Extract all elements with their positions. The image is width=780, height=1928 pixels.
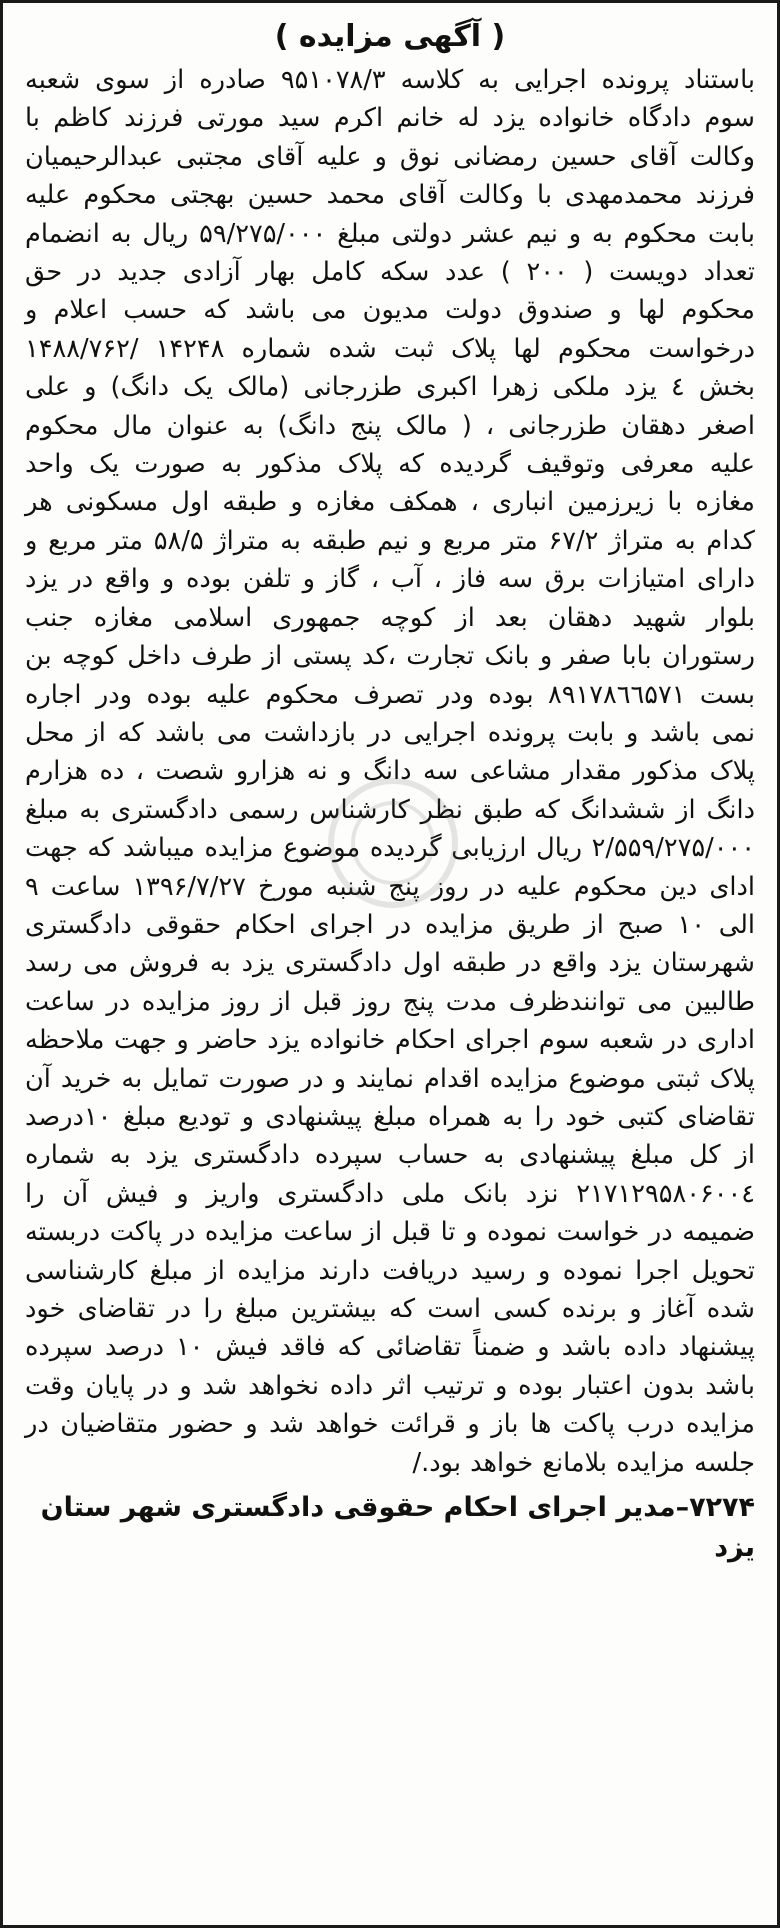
notice-footer: ۷۲۷۴–مدیر اجرای احکام حقوقی دادگستری شهر ستان یزد	[40, 1492, 755, 1564]
notice-title: ( آگهی مزایده )	[274, 19, 506, 54]
notice-body: باستناد پرونده اجرایی به کلاسه ۹۵۱۰۷۸/۳ صادره از سوی شعبه سوم دادگاه خانواده یزد له خانم اکرم سید مورتی فرزند کاظم با وکالت آقای حسین رمضانی نوق و علیه آقای مجتبی عبدالرحیمیان فرزند محمدمهدی با وکالت آقای محمد حسین بهجتی محکوم علیه بابت محکوم به و نیم عشر دولتی مبلغ ۵۹/۲۷۵/۰۰۰ ریال به انضمام تعداد دویست ( ۲۰۰ ) عدد سکه کامل بهار آزادی جدید در حق محکوم لها و صندوق دولت مدیون می باشد که حسب اعلام و درخواست محکوم لها پلاک ثبت شده شماره ۱۴۲۴۸ /۱۴۸۸/۷۶۲ بخش ٤ یزد ملکی زهرا اکبری طزرجانی (مالک یک دانگ) و علی اصغر دهقان طزرجانی ، ( مالک پنج دانگ) به عنوان مال محکوم علیه معرفی وتوقیف گردیده که پلاک مذکور به صورت یک واحد مغازه با زیرزمین انباری ، همکف مغازه و طبقه اول مسکونی هر کدام به متراژ ۶۷/۲ متر مربع و نیم طبقه به متراژ ۵۸/۵ متر مربع و دارای امتیازات برق سه فاز ، آب ، گاز و تلفن بوده و واقع در یزد بلوار شهید دهقان بعد از کوچه جمهوری اسلامی مغازه جنب رستوران بابا صفر و بانک تجارت ،کد پستی از طرف داخل کوچه بن بست ۸۹۱۷۸٦٦۵۷۱ بوده ودر تصرف محکوم علیه بوده ودر اجاره نمی باشد و بابت پرونده اجرایی در بازداشت می باشد که از محل پلاک مذکور مقدار مشاعی سه دانگ و نه هزارو شصت ، ده هزارم دانگ از ششدانگ که طبق نظر کارشناس رسمی دادگستری به مبلغ ۲/۵۵۹/۲۷۵/۰۰۰ ریال ارزیابی گردیده موضوع مزایده میباشد که جهت ادای دین محکوم علیه در روز پنج شنبه مورخ ۱۳۹۶/۷/۲۷ ساعت ۹ الی ۱۰ صبح از طریق مزایده در اجرای احکام حقوقی دادگستری شهرستان یزد واقع در طبقه اول دادگستری یزد به فروش می رسد طالبین می توانندظرف مدت پنج روز قبل از روز مزایده در ساعت اداری در شعبه سوم اجرای احکام خانواده یزد حاضر و جهت ملاحظه پلاک ثبتی موضوع مزایده اقدام نمایند و در صورت تمایل به خرید آن تقاضای کتبی خود را به همراه مبلغ پیشنهادی و تودیع مبلغ ۱۰درصد از کل مبلغ پیشنهادی به حساب سپرده دادگستری یزد به شماره ۲۱۷۱۲۹۵۸۰۶۰۰٤ نزد بانک ملی دادگستری واریز و فیش آن را ضمیمه در خواست نموده و تا قبل از ساعت مزایده در پاکت دربسته تحویل اجرا نموده و رسید دریافت دارند مزایده از مبلغ کارشناسی شده آغاز و برنده کسی است که بیشترین مبلغ را در تقاضای خود پیشنهاد داده باشد و ضمناً تقاضائی که فاقد فیش ۱۰ درصد سپرده باشد بدون اعتبار بوده و ترتیب اثر داده نخواهد شد و در پایان وقت مزایده درب پاکت ها باز و قرائت خواهد شد و حضور متقاضیان در جلسه مزایده بلامانع خواهد بود./	[25, 65, 756, 1478]
